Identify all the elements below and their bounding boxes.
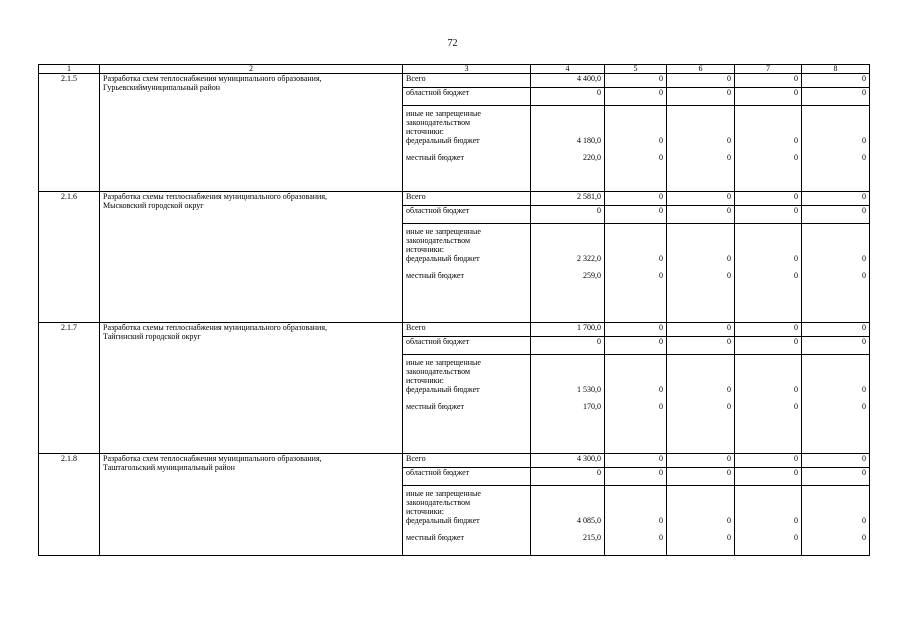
local-value: 0	[862, 271, 866, 280]
federal-value: 0	[794, 516, 798, 525]
value-stack	[531, 106, 605, 192]
value-stack	[531, 224, 605, 323]
spacer	[670, 145, 731, 153]
value-cell: 0	[802, 74, 870, 88]
other-sources-line: иные не запрещенные	[406, 358, 481, 367]
source-label-other	[403, 106, 531, 192]
federal-value: 0	[727, 136, 731, 145]
spacer	[534, 145, 601, 153]
local-value: 215,0	[583, 533, 601, 542]
spacer	[805, 127, 866, 136]
value-cell: 0	[802, 454, 870, 468]
federal-value: 0	[794, 385, 798, 394]
value-cell: 0	[735, 206, 802, 224]
item-name-line: Разработка схем теплоснабжения муниципального образования,	[103, 74, 322, 83]
other-sources-line: иные не запрещенные	[406, 109, 481, 118]
spacer	[805, 358, 866, 367]
value-stack	[802, 224, 870, 323]
local-value: 0	[659, 533, 663, 542]
source-label-total: Всего	[403, 192, 531, 206]
source-label-regional: областной бюджет	[403, 206, 531, 224]
local-value: 0	[794, 153, 798, 162]
spacer	[805, 489, 866, 498]
item-name	[100, 74, 403, 192]
value-cell: 2 581,0	[531, 192, 605, 206]
spacer	[608, 394, 663, 402]
item-code: 2.1.8	[39, 454, 100, 556]
local-value: 0	[794, 533, 798, 542]
spacer	[534, 245, 601, 254]
item-name	[100, 323, 403, 454]
spacer	[406, 263, 527, 271]
spacer	[670, 394, 731, 402]
page-number: 72	[447, 38, 458, 49]
value-cell: 0	[802, 337, 870, 355]
spacer	[805, 227, 866, 236]
spacer	[534, 118, 601, 127]
federal-value: 0	[862, 385, 866, 394]
spacer	[534, 489, 601, 498]
value-cell: 0	[531, 88, 605, 106]
spacer	[805, 109, 866, 118]
federal-value: 0	[862, 516, 866, 525]
spacer	[670, 498, 731, 507]
spacer	[670, 127, 731, 136]
spacer	[406, 145, 527, 153]
other-sources-line: законодательством	[406, 236, 471, 245]
value-cell: 0	[802, 468, 870, 486]
spacer	[738, 376, 798, 385]
federal-value: 0	[727, 516, 731, 525]
source-label-federal: федеральный бюджет	[406, 136, 480, 145]
value-cell: 0	[605, 192, 667, 206]
value-cell: 0	[605, 74, 667, 88]
spacer	[406, 525, 527, 533]
value-cell: 0	[735, 468, 802, 486]
item-name-line: Разработка схем теплоснабжения муниципального образования,	[103, 454, 322, 463]
value-cell: 0	[667, 323, 735, 337]
value-stack	[605, 224, 667, 323]
spacer	[608, 358, 663, 367]
spacer	[738, 109, 798, 118]
federal-value: 4 180,0	[577, 136, 601, 145]
federal-value: 1 530,0	[577, 385, 601, 394]
spacer	[805, 245, 866, 254]
item-name-line: Тайгинский городской округ	[103, 332, 201, 341]
header-cell: 4	[531, 65, 605, 74]
value-cell: 0	[605, 323, 667, 337]
header-cell: 6	[667, 65, 735, 74]
source-label-local: местный бюджет	[406, 153, 464, 162]
other-sources-line: иные не запрещенные	[406, 227, 481, 236]
spacer	[608, 525, 663, 533]
spacer	[738, 127, 798, 136]
value-stack	[667, 355, 735, 454]
source-label-federal: федеральный бюджет	[406, 254, 480, 263]
spacer	[608, 236, 663, 245]
item-code: 2.1.5	[39, 74, 100, 192]
item-code: 2.1.7	[39, 323, 100, 454]
spacer	[670, 263, 731, 271]
federal-value: 0	[727, 385, 731, 394]
local-value: 0	[659, 402, 663, 411]
spacer	[608, 376, 663, 385]
local-value: 0	[727, 402, 731, 411]
spacer	[608, 227, 663, 236]
other-sources-line: законодательством	[406, 367, 471, 376]
budget-table	[38, 64, 870, 556]
value-cell: 0	[667, 206, 735, 224]
spacer	[608, 245, 663, 254]
spacer	[670, 525, 731, 533]
value-cell: 0	[735, 323, 802, 337]
federal-value: 0	[659, 385, 663, 394]
federal-value: 0	[862, 136, 866, 145]
spacer	[805, 376, 866, 385]
spacer	[738, 489, 798, 498]
item-name-line: Разработка схемы теплоснабжения муниципального образования,	[103, 323, 328, 332]
value-cell: 0	[802, 206, 870, 224]
spacer	[805, 236, 866, 245]
spacer	[670, 376, 731, 385]
source-label-total: Всего	[403, 74, 531, 88]
local-value: 0	[727, 271, 731, 280]
value-stack	[735, 355, 802, 454]
spacer	[608, 118, 663, 127]
value-cell: 0	[667, 74, 735, 88]
spacer	[670, 367, 731, 376]
federal-value: 0	[659, 136, 663, 145]
header-cell: 7	[735, 65, 802, 74]
other-sources-line: иные не запрещенные	[406, 489, 481, 498]
value-cell: 0	[735, 88, 802, 106]
value-stack	[802, 106, 870, 192]
local-value: 259,0	[583, 271, 601, 280]
spacer	[608, 498, 663, 507]
value-cell: 0	[735, 337, 802, 355]
spacer	[534, 227, 601, 236]
value-cell: 0	[802, 192, 870, 206]
value-stack	[735, 224, 802, 323]
spacer	[534, 498, 601, 507]
spacer	[608, 127, 663, 136]
spacer	[608, 367, 663, 376]
source-label-regional: областной бюджет	[403, 468, 531, 486]
item-code: 2.1.6	[39, 192, 100, 323]
source-label-local: местный бюджет	[406, 271, 464, 280]
other-sources-line: законодательством	[406, 498, 471, 507]
local-value: 0	[862, 402, 866, 411]
spacer	[738, 245, 798, 254]
value-cell: 0	[667, 192, 735, 206]
spacer	[534, 507, 601, 516]
spacer	[608, 263, 663, 271]
item-name-line: Мысковский городской округ	[103, 201, 204, 210]
value-stack	[605, 106, 667, 192]
local-value: 0	[862, 153, 866, 162]
spacer	[805, 525, 866, 533]
value-cell: 0	[667, 337, 735, 355]
header-cell: 2	[100, 65, 403, 74]
spacer	[738, 358, 798, 367]
source-label-local: местный бюджет	[406, 402, 464, 411]
spacer	[670, 109, 731, 118]
value-cell: 0	[605, 337, 667, 355]
value-cell: 0	[531, 206, 605, 224]
value-cell: 0	[605, 88, 667, 106]
spacer	[670, 489, 731, 498]
header-cell: 5	[605, 65, 667, 74]
other-sources-line: законодательством	[406, 118, 471, 127]
spacer	[608, 489, 663, 498]
federal-value: 0	[659, 516, 663, 525]
spacer	[738, 498, 798, 507]
value-cell: 0	[605, 206, 667, 224]
value-cell: 0	[531, 468, 605, 486]
value-cell: 0	[735, 74, 802, 88]
value-cell: 0	[531, 337, 605, 355]
spacer	[670, 507, 731, 516]
value-cell: 0	[667, 88, 735, 106]
spacer	[534, 394, 601, 402]
item-total-row	[39, 74, 870, 88]
value-stack	[531, 486, 605, 556]
value-cell: 0	[605, 454, 667, 468]
other-sources-line: источники:	[406, 376, 444, 385]
value-cell: 4 400,0	[531, 74, 605, 88]
spacer	[805, 498, 866, 507]
value-cell: 0	[605, 468, 667, 486]
spacer	[670, 245, 731, 254]
spacer	[805, 507, 866, 516]
value-cell: 0	[667, 454, 735, 468]
spacer	[670, 118, 731, 127]
value-stack	[667, 106, 735, 192]
spacer	[534, 367, 601, 376]
spacer	[534, 263, 601, 271]
spacer	[534, 236, 601, 245]
value-cell: 0	[735, 192, 802, 206]
source-label-regional: областной бюджет	[403, 337, 531, 355]
value-cell: 0	[735, 454, 802, 468]
spacer	[805, 118, 866, 127]
source-label-other	[403, 224, 531, 323]
local-value: 220,0	[583, 153, 601, 162]
federal-value: 0	[659, 254, 663, 263]
item-name-line: Гурьевскиймуниципальный район	[103, 83, 221, 92]
federal-value: 2 322,0	[577, 254, 601, 263]
local-value: 0	[727, 153, 731, 162]
spacer	[738, 394, 798, 402]
source-label-total: Всего	[403, 323, 531, 337]
source-label-federal: федеральный бюджет	[406, 385, 480, 394]
spacer	[534, 358, 601, 367]
local-value: 0	[659, 271, 663, 280]
item-total-row	[39, 192, 870, 206]
spacer	[738, 236, 798, 245]
local-value: 0	[727, 533, 731, 542]
spacer	[608, 145, 663, 153]
spacer	[608, 507, 663, 516]
spacer	[738, 525, 798, 533]
item-name-line: Таштагольский муниципальный район	[103, 463, 235, 472]
value-stack	[735, 106, 802, 192]
value-cell: 0	[802, 88, 870, 106]
spacer	[738, 367, 798, 376]
source-label-federal: федеральный бюджет	[406, 516, 480, 525]
spacer	[738, 263, 798, 271]
other-sources-line: источники:	[406, 127, 444, 136]
source-label-regional: областной бюджет	[403, 88, 531, 106]
spacer	[608, 109, 663, 118]
spacer	[738, 118, 798, 127]
spacer	[406, 394, 527, 402]
local-value: 0	[659, 153, 663, 162]
source-label-local: местный бюджет	[406, 533, 464, 542]
header-row	[39, 65, 870, 74]
spacer	[738, 227, 798, 236]
local-value: 0	[794, 271, 798, 280]
spacer	[534, 127, 601, 136]
local-value: 0	[862, 533, 866, 542]
spacer	[805, 263, 866, 271]
header-cell: 3	[403, 65, 531, 74]
value-stack	[605, 355, 667, 454]
other-sources-line: источники:	[406, 507, 444, 516]
spacer	[738, 145, 798, 153]
value-stack	[802, 486, 870, 556]
value-stack	[667, 224, 735, 323]
spacer	[534, 109, 601, 118]
federal-value: 0	[794, 254, 798, 263]
federal-value: 4 085,0	[577, 516, 601, 525]
spacer	[805, 367, 866, 376]
value-cell: 0	[667, 468, 735, 486]
item-total-row	[39, 454, 870, 468]
spacer	[670, 236, 731, 245]
spacer	[670, 227, 731, 236]
federal-value: 0	[862, 254, 866, 263]
spacer	[670, 358, 731, 367]
value-stack	[667, 486, 735, 556]
item-total-row	[39, 323, 870, 337]
item-name	[100, 454, 403, 556]
spacer	[805, 394, 866, 402]
federal-value: 0	[727, 254, 731, 263]
local-value: 170,0	[583, 402, 601, 411]
spacer	[534, 525, 601, 533]
header-cell: 8	[802, 65, 870, 74]
spacer	[534, 376, 601, 385]
value-stack	[802, 355, 870, 454]
other-sources-line: источники:	[406, 245, 444, 254]
item-name-line: Разработка схемы теплоснабжения муниципального образования,	[103, 192, 328, 201]
header-cell: 1	[39, 65, 100, 74]
value-cell: 0	[802, 323, 870, 337]
source-label-other	[403, 486, 531, 556]
item-name	[100, 192, 403, 323]
source-label-total: Всего	[403, 454, 531, 468]
spacer	[805, 145, 866, 153]
value-stack	[531, 355, 605, 454]
source-label-other	[403, 355, 531, 454]
spacer	[738, 507, 798, 516]
value-stack	[735, 486, 802, 556]
value-stack	[605, 486, 667, 556]
value-cell: 1 700,0	[531, 323, 605, 337]
value-cell: 4 300,0	[531, 454, 605, 468]
federal-value: 0	[794, 136, 798, 145]
local-value: 0	[794, 402, 798, 411]
